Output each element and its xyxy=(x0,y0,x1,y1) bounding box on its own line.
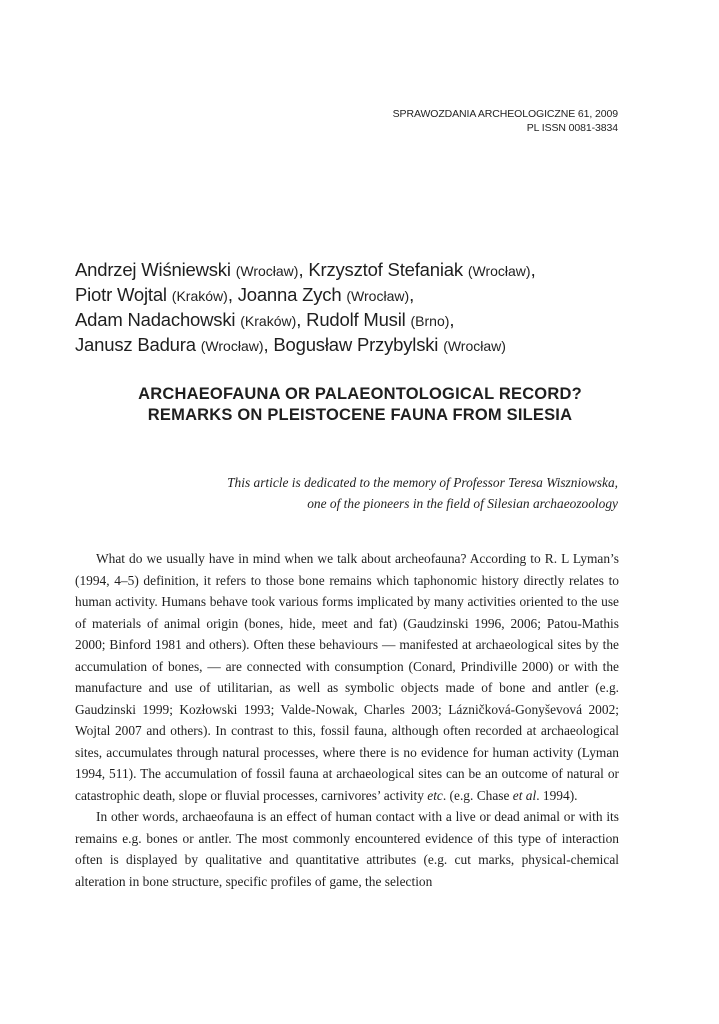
italic-et-al: et al xyxy=(512,787,537,803)
author-name: Piotr Wojtal xyxy=(75,284,167,305)
author-line-2: Piotr Wojtal (Kraków), Joanna Zych (Wrocław), xyxy=(75,284,415,305)
paragraph-text: What do we usually have in mind when we talk about archeofauna? According to R. L Lyman’s (1994, 4–5) definition, it refers to those bone remains which taphonomic history directly relates to human activity. Humans behave took various forms implicated by many activities oriented to the use of materials of animal origin (bones, hide, meet and fat) (Gaudzinski 1996, 2006; Patou-Mathis 2000; Binford 1981 and others). Often these behaviours — manifested at archaeological sites by the accumulation of bones, — are connected with consumption (Conard, Prindiville 2000) or with the manufacture and use of utilitarian, as well as symbolic objects made of bone and antler (e.g. Gaudzinski 1999; Kozłowski 1993; Valde-Nowak, Charles 2003; Lázničková-Gonyševová 2002; Wojtal 2007 and others). In contrast to this, fossil fauna, although often recorded at archaeological sites, accumulates through natural processes, where there is no evidence for human activity (Lyman 1994, 511). The accumulation of fossil fauna at archaeological sites can be an outcome of natural or catastrophic death, slope or fluvial processes, carnivores’ activity xyxy=(75,551,619,803)
author-affiliation: (Wrocław) xyxy=(443,338,506,354)
paragraph-text: . 1994). xyxy=(536,787,578,803)
author-line-4: Janusz Badura (Wrocław), Bogusław Przybylski (Wrocław) xyxy=(75,334,506,355)
dedication-line-1: This article is dedicated to the memory of Professor Teresa Wiszniowska, xyxy=(227,475,618,490)
author-name: Joanna Zych xyxy=(237,284,342,305)
journal-header xyxy=(393,107,618,135)
paragraph-1 xyxy=(75,548,619,806)
author-line-3: Adam Nadachowski (Kraków), Rudolf Musil (Brno), xyxy=(75,309,455,330)
author-affiliation: (Kraków) xyxy=(171,288,228,304)
article-title xyxy=(70,384,650,426)
paragraph-text: . (e.g. Chase xyxy=(442,787,513,803)
dedication-line-2: one of the pioneers in the field of Silesian archaeozoology xyxy=(307,496,618,511)
title-line-1: ARCHAEOFAUNA OR PALAEONTOLOGICAL RECORD? xyxy=(138,385,582,403)
author-name: Adam Nadachowski xyxy=(75,309,236,330)
author-affiliation: (Kraków) xyxy=(240,313,297,329)
title-line-2: REMARKS ON PLEISTOCENE FAUNA FROM SILESIA xyxy=(147,406,573,424)
author-line-1: Andrzej Wiśniewski (Wrocław), Krzysztof Stefaniak (Wrocław), xyxy=(75,259,536,280)
author-name: Bogusław Przybylski xyxy=(273,334,439,355)
author-affiliation: (Wrocław) xyxy=(346,288,410,304)
author-affiliation: (Wrocław) xyxy=(235,263,299,279)
journal-issn: PL ISSN 0081-3834 xyxy=(526,122,618,134)
dedication xyxy=(98,472,618,514)
author-list xyxy=(75,258,635,358)
author-name: Krzysztof Stefaniak xyxy=(308,259,463,280)
author-affiliation: (Brno) xyxy=(410,313,450,329)
author-affiliation: (Wrocław) xyxy=(200,338,264,354)
author-name: Rudolf Musil xyxy=(306,309,406,330)
author-name: Janusz Badura xyxy=(75,334,196,355)
body-text xyxy=(75,548,619,892)
author-name: Andrzej Wiśniewski xyxy=(75,259,231,280)
italic-etc: etc xyxy=(427,787,443,803)
author-affiliation: (Wrocław) xyxy=(467,263,531,279)
journal-title: SPRAWOZDANIA ARCHEOLOGICZNE 61, 2009 xyxy=(392,108,618,120)
paragraph-2: In other words, archaeofauna is an effect of human contact with a live or dead animal or with its remains e.g. bones or antler. The most commonly encountered evidence of this type of interaction often is displayed by qualitative and quantitative attributes (e.g. cut marks, physical-chemical alteration in bone structure, specific profiles of game, the selection xyxy=(75,809,619,889)
